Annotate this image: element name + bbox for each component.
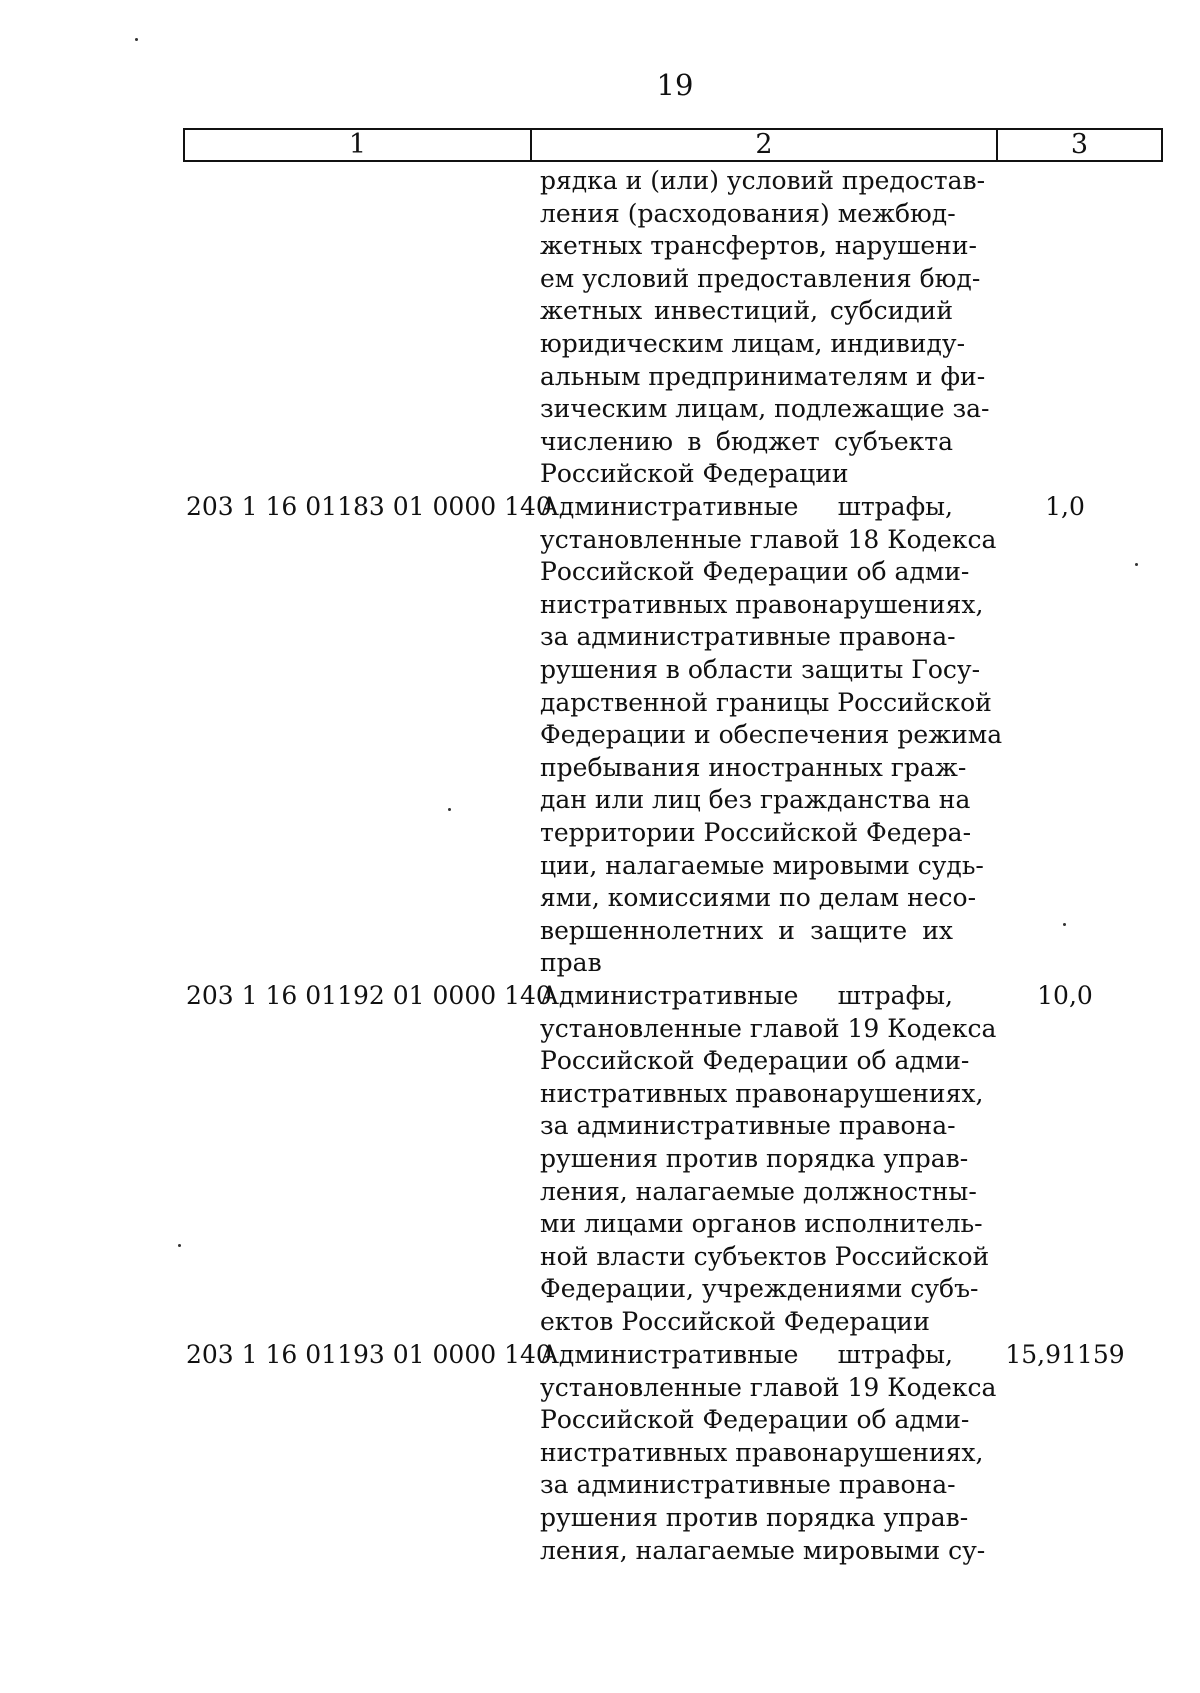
- text-line: жетных инвестиций, субсидий: [540, 296, 953, 326]
- scan-speck: [135, 38, 138, 41]
- row-amount: 1,0: [1045, 492, 1085, 521]
- text-line: установленные главой 19 Кодекса: [540, 1013, 997, 1043]
- text-line: ми лицами органов исполнитель-: [540, 1209, 983, 1239]
- row-amount: 10,0: [1037, 981, 1093, 1010]
- header-col-3: 3: [1070, 129, 1089, 160]
- text-line: ции, налагаемые мировыми судь-: [540, 850, 984, 880]
- text-line: за административные правона-: [540, 622, 956, 652]
- text-line: вершеннолетних и защите их: [540, 915, 953, 945]
- text-line: Российской Федерации: [540, 459, 849, 489]
- row-description: [540, 1339, 997, 1567]
- text-line: установленные главой 18 Кодекса: [540, 524, 997, 554]
- text-line: дан или лиц без гражданства на: [540, 785, 971, 815]
- text-line: ной власти субъектов Российской: [540, 1241, 990, 1271]
- text-line: за административные правона-: [540, 1470, 956, 1500]
- header-col-2: 2: [532, 130, 998, 160]
- row-amount: 15,91159: [1005, 1340, 1125, 1369]
- scan-speck: [448, 808, 451, 811]
- text-line: за административные правона-: [540, 1111, 956, 1141]
- text-line: ем условий предоставления бюд-: [540, 263, 981, 293]
- text-line: Административные штрафы,: [540, 1340, 953, 1369]
- text-line: Федерации, учреждениями субъ-: [540, 1274, 979, 1304]
- text-line: нистративных правонарушениях,: [540, 589, 984, 619]
- text-line: Российской Федерации об адми-: [540, 557, 970, 587]
- text-line: нистративных правонарушениях,: [540, 1078, 984, 1108]
- text-line: пребывания иностранных граж-: [540, 752, 967, 782]
- text-line: ления, налагаемые мировыми су-: [540, 1535, 986, 1565]
- text-line: рядка и (или) условий предостав-: [540, 166, 986, 195]
- row-description: [540, 980, 997, 1339]
- text-line: территории Российской Федера-: [540, 817, 972, 847]
- row-code: 203 1 16 01193 01 0000 140: [186, 1340, 552, 1369]
- text-line: рушения в области защиты Госу-: [540, 654, 981, 684]
- text-line: Российской Федерации об адми-: [540, 1405, 970, 1435]
- header-col-1: 1: [185, 130, 532, 160]
- text-line: Административные штрафы,: [540, 492, 953, 521]
- text-line: Административные штрафы,: [540, 981, 953, 1010]
- scan-speck: [178, 1244, 181, 1247]
- text-line: зическим лицам, подлежащие за-: [540, 394, 990, 424]
- text-line: рушения против порядка управ-: [540, 1502, 969, 1532]
- text-line: нистративных правонарушениях,: [540, 1437, 984, 1467]
- scan-speck: [1135, 563, 1138, 566]
- row-code: 203 1 16 01192 01 0000 140: [186, 981, 552, 1010]
- scan-speck: [1063, 923, 1066, 926]
- text-line: альным предпринимателям и фи-: [540, 361, 986, 391]
- continuation-description: [540, 165, 990, 491]
- text-line: рушения против порядка управ-: [540, 1143, 969, 1173]
- text-line: ями, комиссиями по делам несо-: [540, 883, 977, 913]
- text-line: числению в бюджет субъекта: [540, 426, 953, 456]
- row-code: 203 1 16 01183 01 0000 140: [186, 492, 552, 521]
- text-line: Федерации и обеспечения режима: [540, 720, 1003, 750]
- text-line: установленные главой 19 Кодекса: [540, 1372, 997, 1402]
- text-line: ления (расходования) межбюд-: [540, 198, 956, 228]
- text-line: ектов Российской Федерации: [540, 1306, 930, 1336]
- text-line: ления, налагаемые должностны-: [540, 1176, 977, 1206]
- text-line: Российской Федерации об адми-: [540, 1046, 970, 1076]
- text-line: дарственной границы Российской: [540, 687, 992, 717]
- row-description: [540, 491, 1003, 980]
- page-number: 19: [656, 68, 694, 102]
- text-line: жетных трансфертов, нарушени-: [540, 231, 977, 261]
- text-line: прав: [540, 948, 602, 978]
- table-header: [183, 128, 1163, 162]
- text-line: юридическим лицам, индивиду-: [540, 328, 966, 358]
